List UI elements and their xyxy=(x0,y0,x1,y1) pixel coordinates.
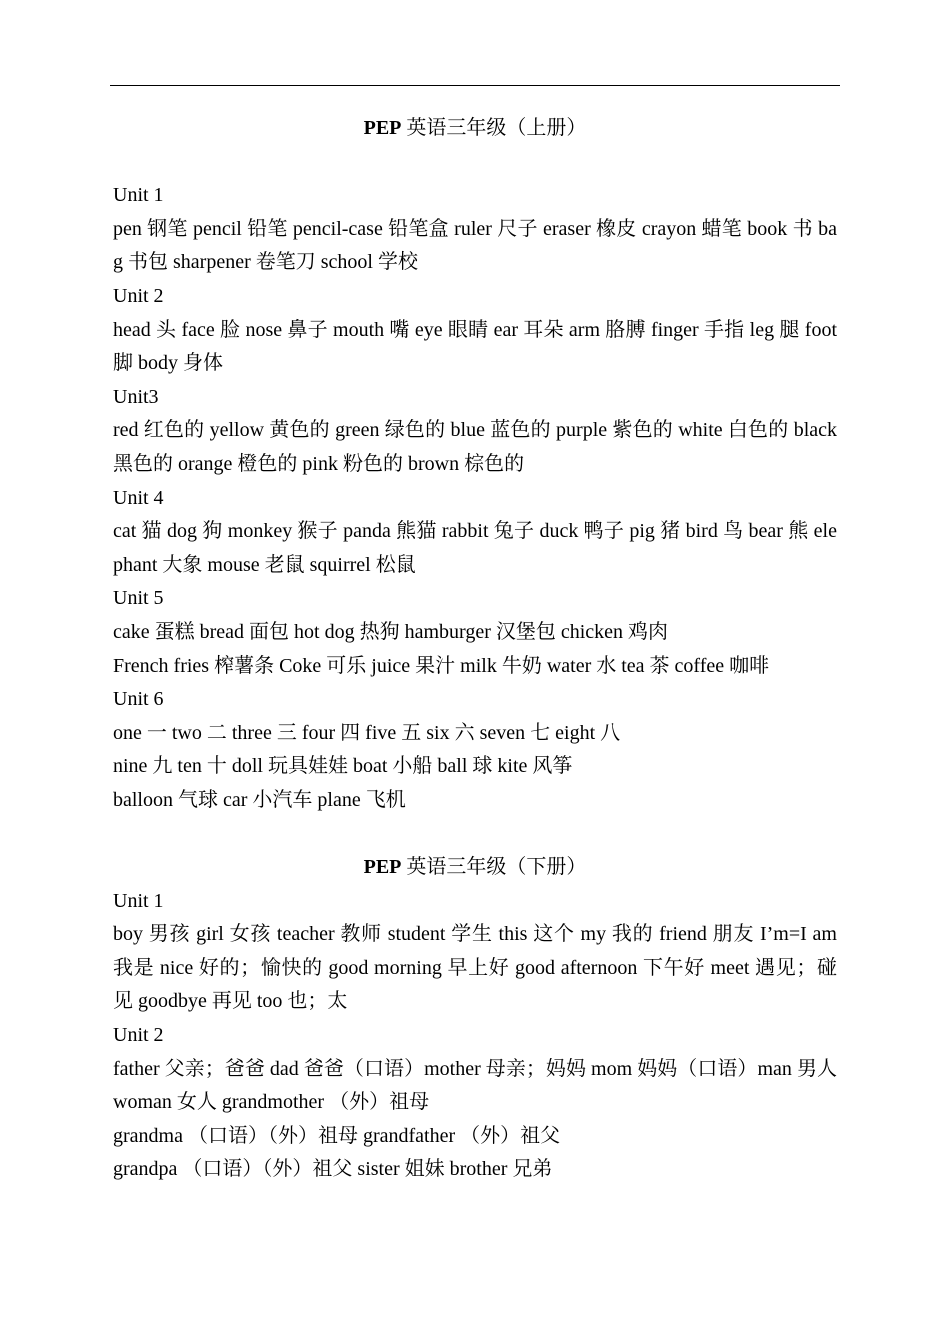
title-gap xyxy=(113,146,837,180)
book1-unit3-vocab: red 红色的 yellow 黄色的 green 绿色的 blue 蓝色的 purple 紫色的 white 白色的 black 黑色的 orange 橙色的 pink 粉色的 brown 棕色的 xyxy=(113,419,837,475)
book2-title-en: PEP xyxy=(363,856,402,879)
book1-unit5-vocab-line1: cake 蛋糕 bread 面包 hot dog 热狗 hamburger 汉堡包 chicken 鸡肉 xyxy=(113,620,669,643)
book2-unit2-vocab-line2: grandma （口语）（外）祖母 grandfather （外）祖父 xyxy=(113,1124,561,1147)
book1-title-cn: 英语三年级（上册） xyxy=(401,117,587,139)
book2-unit2-vocab-line3: grandpa （口语）（外）祖父 sister 姐妹 brother 兄弟 xyxy=(113,1158,553,1181)
book1-unit1-heading: Unit 1 xyxy=(113,184,164,207)
book2-title-cn: 英语三年级（下册） xyxy=(401,856,587,879)
book1-title-en: PEP xyxy=(363,117,402,139)
document-page xyxy=(113,112,837,1187)
book2-unit1-heading: Unit 1 xyxy=(113,889,164,912)
book1-unit5-vocab-line2: French fries 榨薯条 Coke 可乐 juice 果汁 milk 牛奶 water 水 tea 茶 coffee 咖啡 xyxy=(113,654,770,677)
book1-unit5-heading: Unit 5 xyxy=(113,587,164,610)
book1-unit6-vocab-line3: balloon 气球 car 小汽车 plane 飞机 xyxy=(113,788,406,811)
book2-title xyxy=(113,851,837,885)
book1-unit3-heading: Unit3 xyxy=(113,385,159,408)
book1-unit6-vocab-line1: one 一 two 二 three 三 four 四 five 五 six 六 seven 七 eight 八 xyxy=(113,721,621,744)
section-gap xyxy=(113,817,837,851)
book1-unit2-heading: Unit 2 xyxy=(113,284,164,307)
book1-unit4-vocab: cat 猫 dog 狗 monkey 猴子 panda 熊猫 rabbit 兔子 duck 鸭子 pig 猪 bird 鸟 bear 熊 elephant 大象 mouse 老鼠 squirrel 松鼠 xyxy=(113,520,837,576)
header-rule xyxy=(110,85,840,86)
book2-unit1-vocab: boy 男孩 girl 女孩 teacher 教师 student 学生 this 这个 my 我的 friend 朋友 I’m=I am 我是 nice 好的；愉快的 good morning 早上好 good afternoon 下午好 meet 遇见；碰见 goodbye 再见 too 也；太 xyxy=(113,923,837,1013)
book2-unit2-vocab-line1: father 父亲；爸爸 dad 爸爸（口语）mother 母亲；妈妈 mom 妈妈（口语）man 男人 woman 女人 grandmother （外）祖母 xyxy=(113,1057,837,1114)
book1-unit4-heading: Unit 4 xyxy=(113,486,164,509)
book2-unit2-heading: Unit 2 xyxy=(113,1024,164,1047)
book1-title xyxy=(113,112,837,146)
book1-unit6-heading: Unit 6 xyxy=(113,688,164,711)
book1-unit2-vocab: head 头 face 脸 nose 鼻子 mouth 嘴 eye 眼睛 ear 耳朵 arm 胳膊 finger 手指 leg 腿 foot 脚 body 身体 xyxy=(113,318,837,375)
book1-unit1-vocab: pen 钢笔 pencil 铅笔 pencil-case 铅笔盒 ruler 尺子 eraser 橡皮 crayon 蜡笔 book 书 bag 书包 sharpener 卷笔刀 school 学校 xyxy=(113,217,837,274)
book1-unit6-vocab-line2: nine 九 ten 十 doll 玩具娃娃 boat 小船 ball 球 kite 风筝 xyxy=(113,755,573,778)
